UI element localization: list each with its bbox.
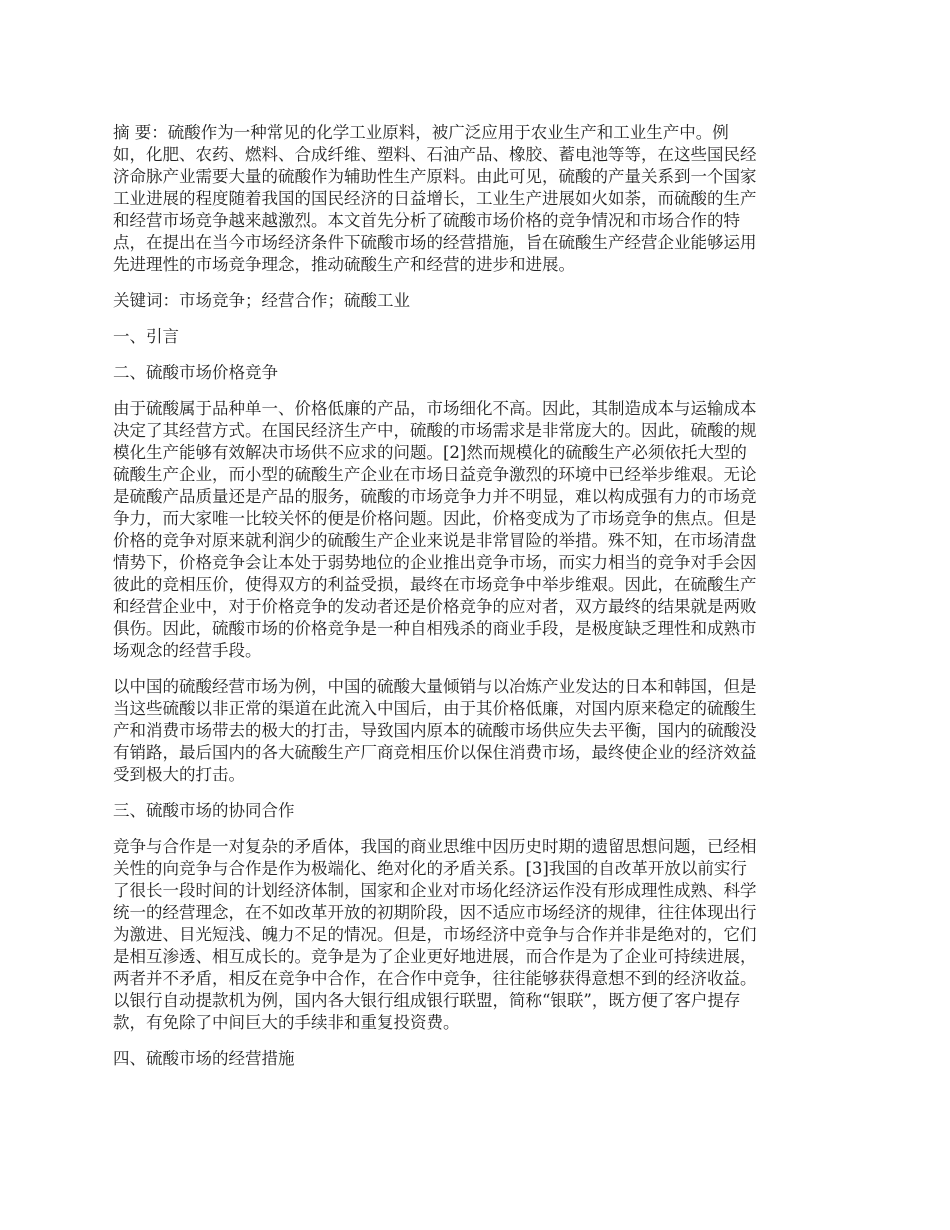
abstract-paragraph: 摘 要：硫酸作为一种常见的化学工业原料，被广泛应用于农业生产和工业生产中。例 如，化肥、农药、燃料、合成纤维、塑料、石油产品、橡胶、蓄电池等等，在这些国民经 济命脉产业需要大量的硫酸作为辅助性生产原料。由此可见，硫酸的产量关系到一个国家 工业进展的程度随着我国的国民经济的日益增长，工业生产进展如火如荼，而硫酸的生产 和经营市场竞争越来越激烈。本文首先分析了硫酸市场价格的竞争情况和市场合作的特 点，在提出在当今市场经济条件下硫酸市场的经营措施，旨在硫酸生产经营企业能够运用 先进理性的市场竞争理念，推动硫酸生产和经营的进步和进展。 [113, 123, 757, 274]
price-competition-paragraph-1: 由于硫酸属于品种单一、价格低廉的产品，市场细化不高。因此，其制造成本与运输成本 决定了其经营方式。在国民经济生产中，硫酸的市场需求是非常庞大的。因此，硫酸的规 模化生产能够有效解决市场供不应求的问题。[2]然而规模化的硫酸生产必须依托大型的 硫酸生产企业，而小型的硫酸生产企业在市场日益竞争激烈的环境中已经举步维艰。无论 是硫酸产品质量还是产品的服务，硫酸的市场竞争力并不明显，难以构成强有力的市场竞 争力，而大家唯一比较关怀的便是价格问题。因此，价格变成为了市场竞争的焦点。但是 价格的竞争对原来就利润少的硫酸生产企业来说是非常冒险的举措。殊不知，在市场清盘 情势下，价格竞争会让本处于弱势地位的企业推出竞争市场，而实力相当的竞争对手会因 彼此的竞相压价，使得双方的利益受损，最终在市场竞争中举步维艰。因此，在硫酸生产 和经营企业中，对于价格竞争的发动者还是价格竞争的应对者，双方最终的结果就是两败 俱伤。因此，硫酸市场的价格竞争是一种自相残杀的商业手段，是极度缺乏理性和成熟市 场观念的经营手段。 [113, 399, 757, 660]
document-page [113, 122, 841, 1084]
section-heading-cooperation: 三、硫酸市场的协同合作 [113, 801, 295, 820]
keywords-line: 关键词：市场竞争；经营合作；硫酸工业 [113, 291, 410, 310]
cooperation-paragraph: 竞争与合作是一对复杂的矛盾体，我国的商业思维中因历史时期的遗留思想问题，已经相 关性的向竞争与合作是作为极端化、绝对化的矛盾关系。[3]我国的自改革开放以前实行 了很长一段时间的计划经济体制，国家和企业对市场化经济运作没有形成理性成熟、科学 统一的经营理念，在不如改革开放的初期阶段，因不适应市场经济的规律，往往体现出行 为激进、目光短浅、魄力不足的情况。但是，市场经济中竞争与合作并非是绝对的，它们 是相互渗透、相互成长的。竞争是为了企业更好地进展，而合作是为了企业可持续进展， 两者并不矛盾，相反在竞争中合作，在合作中竞争，往往能够获得意想不到的经济收益。 以银行自动提款机为例，国内各大银行组成银行联盟，简称“银联”，既方便了客户提存 款，有免除了中间巨大的手续非和重复投资费。 [113, 837, 757, 1032]
section-heading-introduction: 一、引言 [113, 327, 179, 346]
price-competition-paragraph-2: 以中国的硫酸经营市场为例，中国的硫酸大量倾销与以冶炼产业发达的日本和韩国，但是 当这些硫酸以非正常的渠道在此流入中国后，由于其价格低廉，对国内原来稳定的硫酸生 产和消费市场带去的极大的打击，导致国内原本的硫酸市场供应失去平衡，国内的硫酸没 有销路，最后国内的各大硫酸生产厂商竞相压价以保住消费市场，最终使企业的经济效益 受到极大的打击。 [113, 677, 757, 784]
section-heading-price-competition: 二、硫酸市场价格竞争 [113, 363, 278, 382]
section-heading-operations: 四、硫酸市场的经营措施 [113, 1049, 295, 1068]
